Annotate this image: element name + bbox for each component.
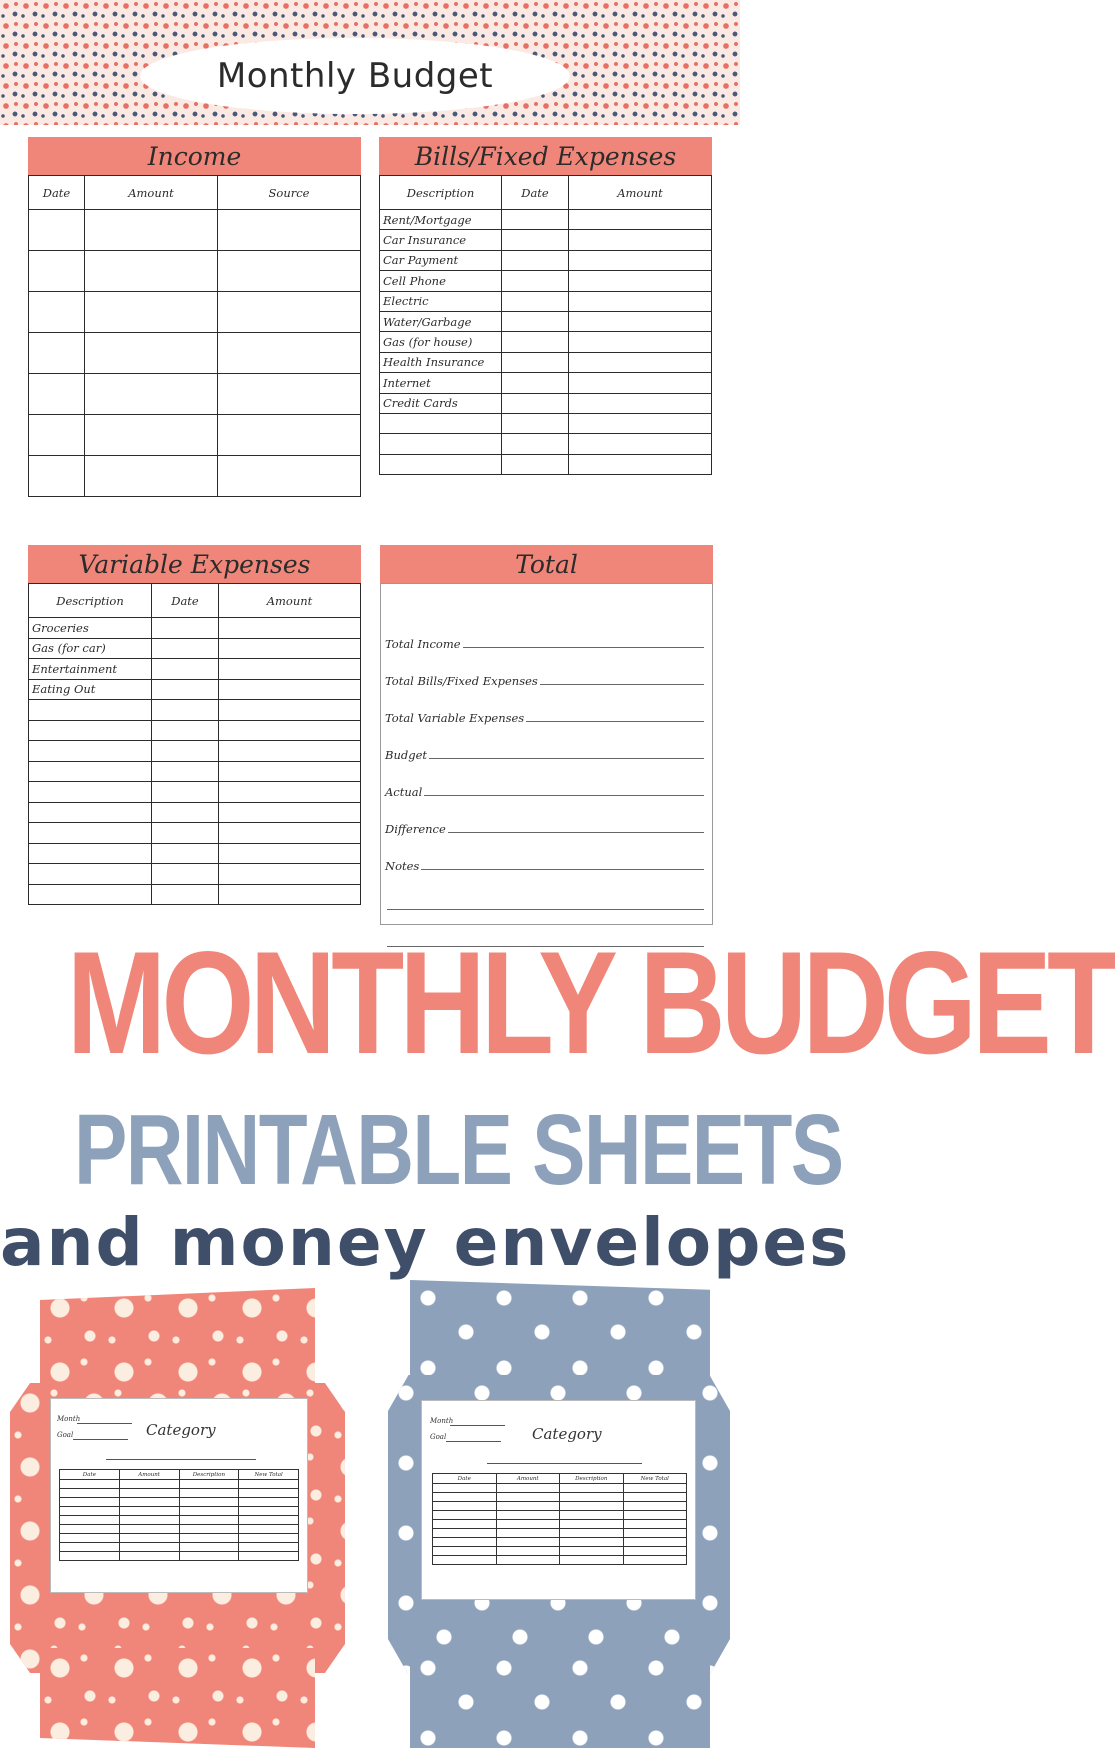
table-row (29, 884, 361, 905)
difference-line (385, 799, 704, 836)
envelope-cell (179, 1552, 239, 1561)
income-amount-cell (85, 374, 218, 415)
bills-panel (379, 137, 712, 475)
variable-amount-cell (219, 761, 361, 782)
envelope-cell (433, 1493, 497, 1502)
table-row (29, 374, 361, 415)
bill-description-cell: Car Insurance (380, 230, 502, 250)
bill-date-cell (502, 393, 569, 413)
income-source-cell (218, 374, 361, 415)
variable-description-cell (29, 741, 152, 762)
bill-amount-cell (569, 230, 712, 250)
envelope-cell (433, 1502, 497, 1511)
variable-date-cell (152, 843, 219, 864)
table-row (29, 802, 361, 823)
income-header-row (29, 176, 361, 210)
goal-label: Goal (57, 1431, 74, 1439)
envelope-cell (623, 1493, 687, 1502)
income-amount-cell (85, 251, 218, 292)
variable-amount-cell (219, 638, 361, 659)
envelope-cell (239, 1543, 299, 1552)
variable-amount-cell (219, 720, 361, 741)
total-line-label: Notes (385, 859, 420, 873)
bills-col-date: Date (502, 176, 569, 210)
total-box (380, 583, 713, 925)
bill-date-cell (502, 210, 569, 230)
envelope-cell (496, 1520, 560, 1529)
bills-title: Bills/Fixed Expenses (379, 137, 712, 175)
income-date-cell (29, 415, 85, 456)
envelope-cell (433, 1520, 497, 1529)
bill-date-cell (502, 332, 569, 352)
variable-date-cell (152, 741, 219, 762)
env-col-description: Description (560, 1474, 624, 1484)
bill-amount-cell (569, 393, 712, 413)
variable-amount-cell (219, 843, 361, 864)
total-income-line (385, 614, 704, 651)
variable-amount-cell (219, 700, 361, 721)
table-row (29, 415, 361, 456)
total-title: Total (380, 545, 713, 583)
headline-money-envelopes: and money envelopes (0, 1204, 851, 1281)
bill-date-cell (502, 311, 569, 331)
income-source-cell (218, 456, 361, 497)
variable-description-cell (29, 823, 152, 844)
envelope-cell (623, 1538, 687, 1547)
envelope-cell (623, 1529, 687, 1538)
envelope-cell (119, 1498, 179, 1507)
envelope-cell (179, 1480, 239, 1489)
bill-description-cell: Water/Garbage (380, 311, 502, 331)
variable-date-cell (152, 659, 219, 680)
table-row (380, 311, 712, 331)
table-row (380, 454, 712, 474)
variable-panel (28, 545, 361, 905)
envelope-cell (179, 1525, 239, 1534)
bill-amount-cell (569, 250, 712, 270)
variable-date-cell (152, 700, 219, 721)
income-amount-cell (85, 210, 218, 251)
table-row (60, 1525, 299, 1534)
bill-date-cell (502, 250, 569, 270)
notes-blank-line (387, 873, 704, 910)
table-row (29, 456, 361, 497)
table-row (380, 271, 712, 291)
envelope-cell (623, 1520, 687, 1529)
table-row (29, 782, 361, 803)
envelope-cell (560, 1511, 624, 1520)
envelope-cell (496, 1556, 560, 1565)
table-row (433, 1484, 687, 1493)
env-col-new-total: New Total (623, 1474, 687, 1484)
bill-description-cell: Health Insurance (380, 352, 502, 372)
env-col-description: Description (179, 1470, 239, 1480)
envelope-cell (623, 1511, 687, 1520)
income-source-cell (218, 292, 361, 333)
variable-title: Variable Expenses (28, 545, 361, 583)
variable-description-cell (29, 761, 152, 782)
income-amount-cell (85, 456, 218, 497)
variable-date-cell (152, 802, 219, 823)
envelope-cell (60, 1534, 120, 1543)
envelope-cell (496, 1511, 560, 1520)
envelope-cell (179, 1489, 239, 1498)
bill-amount-cell (569, 413, 712, 433)
total-variable-line (385, 688, 704, 725)
variable-amount-cell (219, 802, 361, 823)
variable-amount-cell (219, 618, 361, 639)
envelope-cell (60, 1543, 120, 1552)
table-row (29, 292, 361, 333)
envelope-cell (119, 1516, 179, 1525)
envelope-cell (560, 1529, 624, 1538)
envelope-cell (239, 1552, 299, 1561)
variable-date-cell (152, 720, 219, 741)
envelope-cell (239, 1498, 299, 1507)
bills-table (379, 175, 712, 475)
bill-description-cell (380, 454, 502, 474)
env-col-date: Date (60, 1470, 120, 1480)
actual-line (385, 762, 704, 799)
table-row (433, 1520, 687, 1529)
income-title: Income (28, 137, 361, 175)
variable-col-date: Date (152, 584, 219, 618)
table-row (60, 1489, 299, 1498)
table-row (380, 352, 712, 372)
total-panel (380, 545, 713, 925)
envelope-cell (433, 1484, 497, 1493)
envelope-cell (179, 1516, 239, 1525)
variable-description-cell (29, 720, 152, 741)
envelope-cell (179, 1534, 239, 1543)
envelope-card (421, 1400, 696, 1600)
envelope-cell (560, 1547, 624, 1556)
blue-envelope (388, 1280, 730, 1748)
envelope-cell (433, 1529, 497, 1538)
table-row (29, 638, 361, 659)
table-row (29, 210, 361, 251)
variable-date-cell (152, 638, 219, 659)
income-source-cell (218, 210, 361, 251)
envelope-cell (433, 1511, 497, 1520)
variable-description-cell: Gas (for car) (29, 638, 152, 659)
envelope-cell (119, 1543, 179, 1552)
table-row (60, 1516, 299, 1525)
envelope-cell (119, 1525, 179, 1534)
bill-description-cell: Internet (380, 373, 502, 393)
table-row (433, 1529, 687, 1538)
card-category-title: Category (532, 1425, 602, 1443)
envelope-cell (119, 1480, 179, 1489)
variable-date-cell (152, 679, 219, 700)
income-date-cell (29, 251, 85, 292)
income-date-cell (29, 456, 85, 497)
bill-date-cell (502, 271, 569, 291)
notes-line (385, 836, 704, 873)
table-row (433, 1547, 687, 1556)
table-row (29, 823, 361, 844)
variable-amount-cell (219, 782, 361, 803)
table-row (380, 250, 712, 270)
table-row (60, 1543, 299, 1552)
envelope-cell (496, 1529, 560, 1538)
bills-col-description: Description (380, 176, 502, 210)
income-date-cell (29, 292, 85, 333)
bill-amount-cell (569, 311, 712, 331)
table-row (433, 1502, 687, 1511)
income-col-source: Source (218, 176, 361, 210)
month-label: Month (57, 1415, 81, 1423)
bills-header-row (380, 176, 712, 210)
envelope-cell (60, 1507, 120, 1516)
envelope-cell (433, 1538, 497, 1547)
envelope-cell (560, 1520, 624, 1529)
variable-description-cell (29, 782, 152, 803)
table-row (433, 1511, 687, 1520)
envelope-cell (179, 1507, 239, 1516)
income-panel (28, 137, 361, 497)
table-row (60, 1552, 299, 1561)
envelope-cell (496, 1484, 560, 1493)
bill-description-cell: Rent/Mortgage (380, 210, 502, 230)
env-col-amount: Amount (119, 1470, 179, 1480)
table-row (29, 843, 361, 864)
variable-description-cell (29, 864, 152, 885)
bill-amount-cell (569, 434, 712, 454)
variable-description-cell (29, 884, 152, 905)
table-row (380, 210, 712, 230)
coral-envelope (10, 1288, 345, 1748)
table-row (29, 700, 361, 721)
envelope-cell (239, 1489, 299, 1498)
bill-date-cell (502, 434, 569, 454)
variable-date-cell (152, 761, 219, 782)
envelope-cell (560, 1556, 624, 1565)
table-row (380, 291, 712, 311)
variable-description-cell: Eating Out (29, 679, 152, 700)
variable-amount-cell (219, 823, 361, 844)
total-line-label: Total Bills/Fixed Expenses (385, 674, 538, 688)
variable-description-cell (29, 802, 152, 823)
envelope-cell (560, 1493, 624, 1502)
table-row (29, 333, 361, 374)
income-source-cell (218, 251, 361, 292)
bill-description-cell: Car Payment (380, 250, 502, 270)
table-row (433, 1556, 687, 1565)
envelope-cell (179, 1498, 239, 1507)
bill-description-cell (380, 413, 502, 433)
envelope-cell (60, 1552, 120, 1561)
envelope-table (59, 1469, 299, 1561)
total-line-label: Actual (385, 785, 423, 799)
envelope-cell (60, 1525, 120, 1534)
bill-date-cell (502, 454, 569, 474)
envelope-cell (60, 1498, 120, 1507)
envelope-cell (239, 1516, 299, 1525)
env-col-amount: Amount (496, 1474, 560, 1484)
table-row (60, 1480, 299, 1489)
headline-printable-sheets: PRINTABLE SHEETS (74, 1094, 843, 1206)
goal-label: Goal (430, 1433, 447, 1441)
bill-amount-cell (569, 291, 712, 311)
variable-date-cell (152, 618, 219, 639)
envelope-cell (119, 1552, 179, 1561)
bill-description-cell (380, 434, 502, 454)
variable-date-cell (152, 864, 219, 885)
table-row (380, 230, 712, 250)
envelope-cell (119, 1489, 179, 1498)
total-line-label: Budget (385, 748, 428, 762)
variable-description-cell: Groceries (29, 618, 152, 639)
envelope-cell (623, 1484, 687, 1493)
table-row (29, 720, 361, 741)
envelope-cell (496, 1502, 560, 1511)
card-category-title: Category (146, 1421, 216, 1439)
bill-amount-cell (569, 352, 712, 372)
bill-description-cell: Gas (for house) (380, 332, 502, 352)
envelope-cell (623, 1556, 687, 1565)
envelope-cell (239, 1534, 299, 1543)
envelope-card (50, 1398, 308, 1593)
income-source-cell (218, 333, 361, 374)
variable-amount-cell (219, 679, 361, 700)
bill-description-cell: Cell Phone (380, 271, 502, 291)
table-row (29, 659, 361, 680)
table-row (380, 332, 712, 352)
variable-description-cell: Entertainment (29, 659, 152, 680)
envelope-cell (623, 1547, 687, 1556)
bill-date-cell (502, 413, 569, 433)
table-row (380, 413, 712, 433)
total-bills-line (385, 651, 704, 688)
budget-line (385, 725, 704, 762)
envelope-bottom-flap (40, 1648, 315, 1748)
bill-date-cell (502, 230, 569, 250)
variable-date-cell (152, 884, 219, 905)
income-table (28, 175, 361, 497)
env-col-date: Date (433, 1474, 497, 1484)
income-date-cell (29, 333, 85, 374)
income-amount-cell (85, 415, 218, 456)
env-col-new-total: New Total (239, 1470, 299, 1480)
variable-amount-cell (219, 884, 361, 905)
variable-table (28, 583, 361, 905)
envelope-cell (496, 1493, 560, 1502)
variable-amount-cell (219, 741, 361, 762)
income-col-date: Date (29, 176, 85, 210)
table-row (60, 1507, 299, 1516)
income-date-cell (29, 210, 85, 251)
income-amount-cell (85, 292, 218, 333)
table-row (29, 618, 361, 639)
bill-amount-cell (569, 332, 712, 352)
variable-col-amount: Amount (219, 584, 361, 618)
page-title: Monthly Budget (140, 38, 570, 114)
table-row (433, 1538, 687, 1547)
bill-date-cell (502, 352, 569, 372)
envelope-bottom-flap (410, 1650, 710, 1748)
month-label: Month (430, 1417, 454, 1425)
bill-date-cell (502, 373, 569, 393)
income-source-cell (218, 415, 361, 456)
income-amount-cell (85, 333, 218, 374)
table-row (29, 761, 361, 782)
envelope-cell (119, 1534, 179, 1543)
variable-header-row (29, 584, 361, 618)
table-row (60, 1534, 299, 1543)
variable-amount-cell (219, 659, 361, 680)
envelope-cell (433, 1556, 497, 1565)
envelope-cell (60, 1516, 120, 1525)
envelope-cell (433, 1547, 497, 1556)
bill-description-cell: Credit Cards (380, 393, 502, 413)
bill-description-cell: Electric (380, 291, 502, 311)
table-row (29, 864, 361, 885)
envelope-cell (560, 1502, 624, 1511)
envelope-cell (239, 1525, 299, 1534)
envelope-cell (623, 1502, 687, 1511)
envelope-cell (496, 1547, 560, 1556)
floral-header (0, 0, 740, 125)
envelope-cell (60, 1480, 120, 1489)
bill-amount-cell (569, 210, 712, 230)
income-date-cell (29, 374, 85, 415)
variable-col-description: Description (29, 584, 152, 618)
total-line-label: Total Variable Expenses (385, 711, 525, 725)
headline-monthly-budget: MONTHLY BUDGET (66, 921, 1115, 1084)
bill-amount-cell (569, 373, 712, 393)
variable-description-cell (29, 700, 152, 721)
table-row (29, 251, 361, 292)
total-line-label: Difference (385, 822, 446, 836)
bill-amount-cell (569, 454, 712, 474)
bills-col-amount: Amount (569, 176, 712, 210)
table-row (433, 1493, 687, 1502)
table-row (380, 373, 712, 393)
variable-amount-cell (219, 864, 361, 885)
envelope-cell (560, 1538, 624, 1547)
variable-date-cell (152, 823, 219, 844)
variable-date-cell (152, 782, 219, 803)
envelope-cell (496, 1538, 560, 1547)
income-col-amount: Amount (85, 176, 218, 210)
envelope-cell (119, 1507, 179, 1516)
variable-description-cell (29, 843, 152, 864)
envelope-cell (560, 1484, 624, 1493)
bill-amount-cell (569, 271, 712, 291)
table-row (380, 393, 712, 413)
table-row (380, 434, 712, 454)
table-row (60, 1498, 299, 1507)
envelope-cell (239, 1507, 299, 1516)
table-row (29, 679, 361, 700)
envelope-cell (239, 1480, 299, 1489)
bill-date-cell (502, 291, 569, 311)
table-row (29, 741, 361, 762)
envelope-cell (179, 1543, 239, 1552)
envelope-table (432, 1473, 687, 1565)
total-line-label: Total Income (385, 637, 461, 651)
envelope-cell (60, 1489, 120, 1498)
